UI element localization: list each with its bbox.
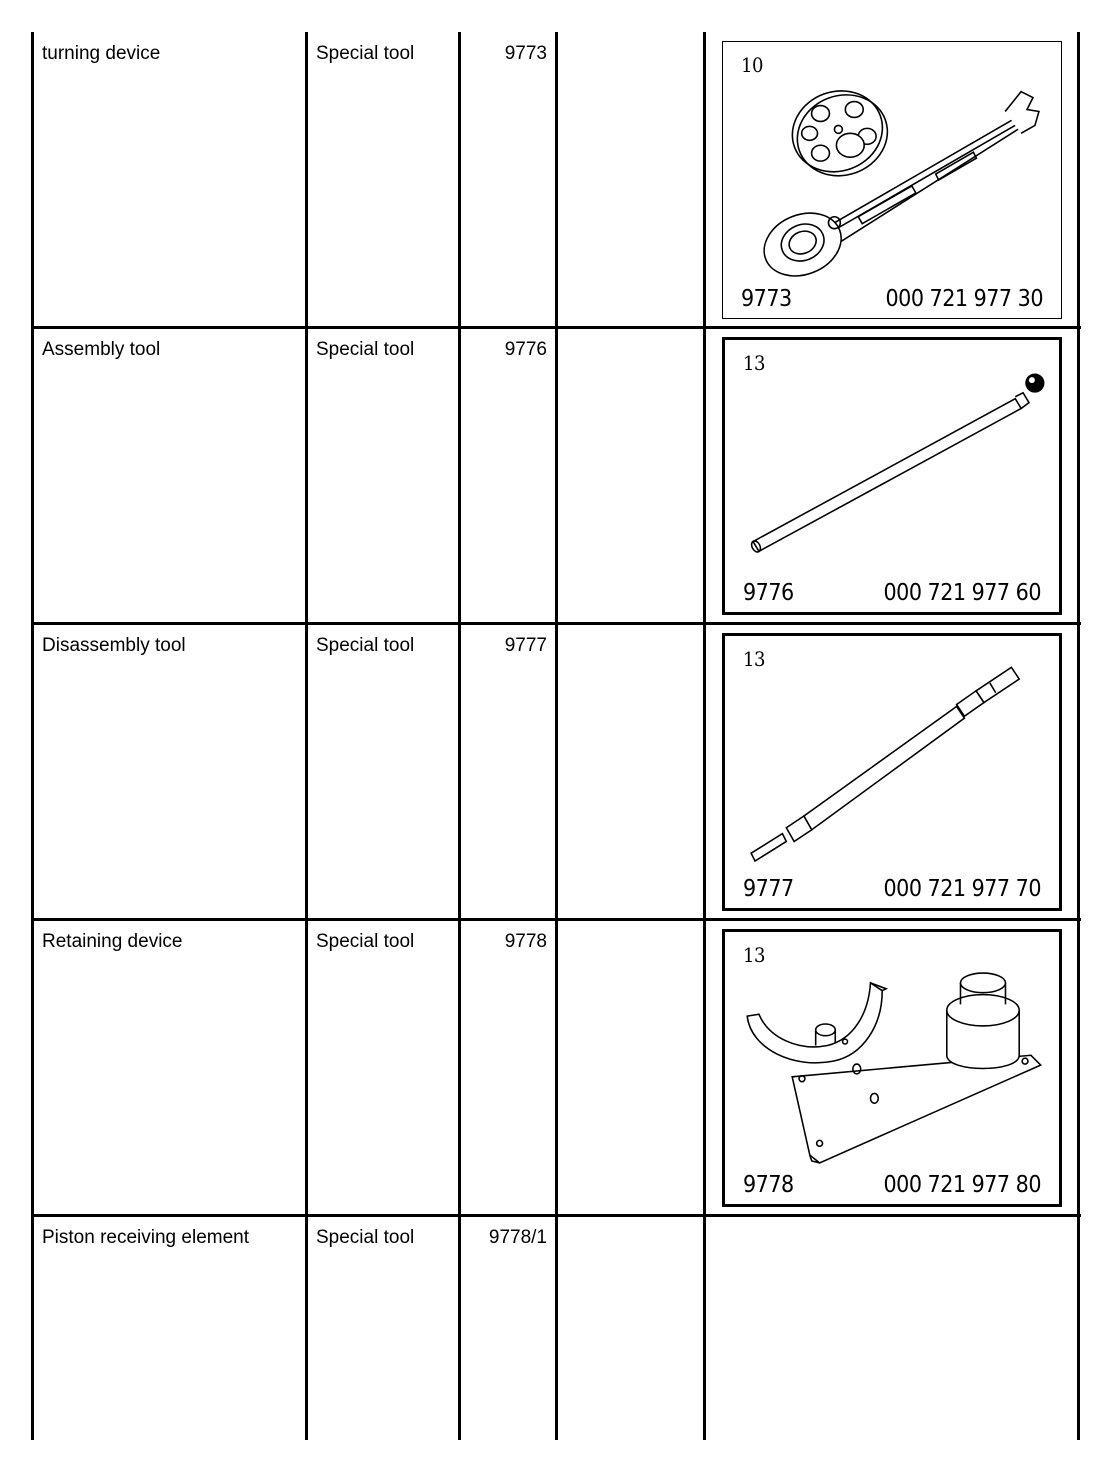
base-plate-with-cylinder-and-fork-icon	[725, 932, 1059, 1204]
table-border-right	[1077, 32, 1080, 1440]
row-tool-number: 9773	[504, 43, 547, 64]
row-designation: Disassembly tool	[42, 635, 186, 656]
figure-part-number: 000 721 977 60	[883, 580, 1041, 606]
figure-index: 10	[741, 53, 763, 77]
row-category: Special tool	[316, 931, 415, 952]
tool-illustration	[722, 633, 1062, 911]
row-tool-number: 9778/1	[488, 1227, 547, 1248]
column-divider	[305, 32, 308, 1440]
tool-illustration	[722, 929, 1062, 1207]
figure-part-number: 000 721 977 30	[885, 286, 1043, 312]
row-tool-number: 9776	[504, 339, 547, 360]
row-tool-number: 9778	[504, 931, 547, 952]
row-category: Special tool	[316, 635, 415, 656]
figure-index: 13	[743, 351, 765, 375]
row-category: Special tool	[316, 43, 415, 64]
row-divider	[32, 1214, 1081, 1217]
column-divider	[555, 32, 558, 1440]
figure-part-number: 000 721 977 70	[883, 876, 1041, 902]
figure-tool-number: 9776	[743, 580, 794, 606]
row-category: Special tool	[316, 339, 415, 360]
row-designation: Assembly tool	[42, 339, 161, 360]
row-divider	[32, 622, 1081, 625]
figure-index: 13	[743, 943, 765, 967]
tool-illustration	[722, 41, 1062, 319]
ratchet-wrench-with-socket-disc-icon	[723, 42, 1061, 318]
column-divider	[703, 32, 706, 1440]
figure-part-number: 000 721 977 80	[883, 1172, 1041, 1198]
figure-tool-number: 9773	[741, 286, 792, 312]
figure-tool-number: 9777	[743, 876, 794, 902]
row-designation: Retaining device	[42, 931, 183, 952]
row-category: Special tool	[316, 1227, 415, 1248]
row-designation: turning device	[42, 43, 161, 64]
row-tool-number: 9777	[504, 635, 547, 656]
table-border-left	[31, 32, 34, 1440]
long-rod-with-knob-icon	[725, 340, 1059, 612]
figure-tool-number: 9778	[743, 1172, 794, 1198]
figure-index: 13	[743, 647, 765, 671]
tool-illustration	[722, 337, 1062, 615]
row-divider	[32, 918, 1081, 921]
column-divider	[458, 32, 461, 1440]
row-designation: Piston receiving element	[42, 1227, 249, 1248]
long-shaft-with-tip-icon	[725, 636, 1059, 908]
row-divider	[32, 326, 1081, 329]
